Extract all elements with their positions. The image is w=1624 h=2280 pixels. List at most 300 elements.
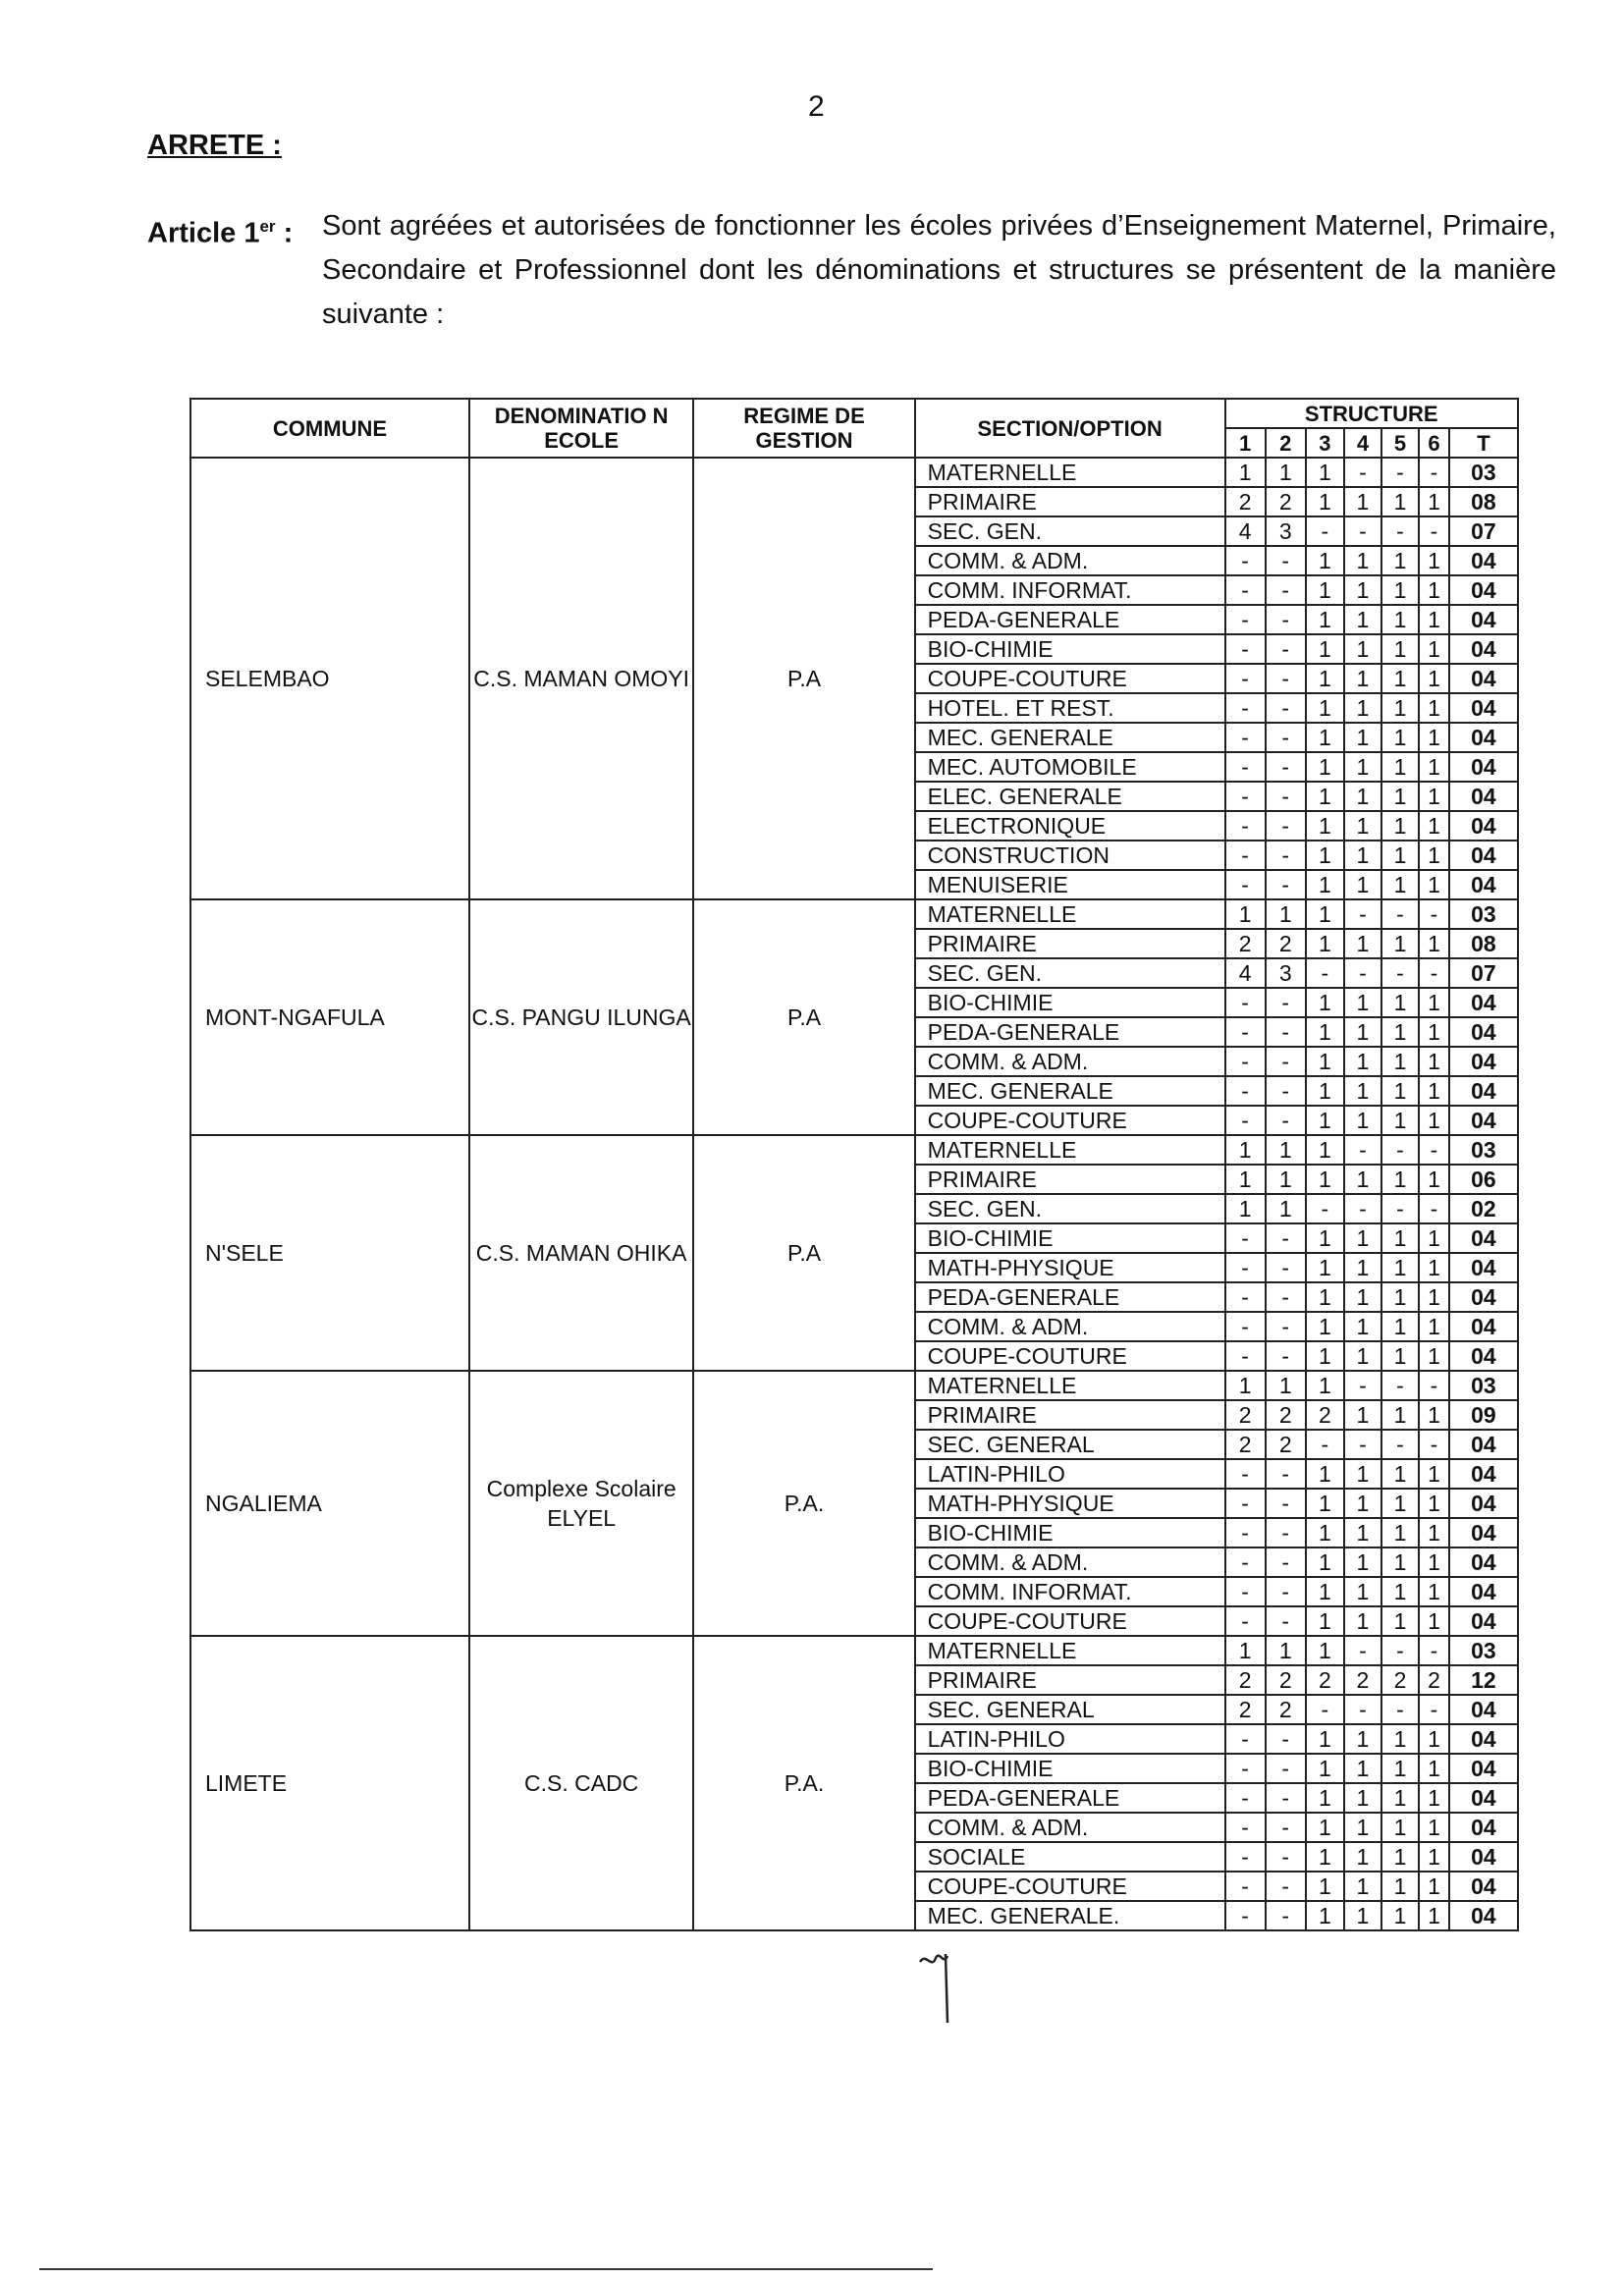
structure-cell: 1 xyxy=(1381,1783,1419,1813)
total-cell: 07 xyxy=(1449,958,1518,988)
structure-cell: 1 xyxy=(1306,1017,1344,1047)
structure-cell: - xyxy=(1225,693,1266,723)
structure-cell: - xyxy=(1266,870,1306,899)
structure-cell: - xyxy=(1344,1371,1381,1400)
structure-cell: 1 xyxy=(1381,1518,1419,1547)
structure-cell: 1 xyxy=(1306,1547,1344,1577)
structure-cell: 1 xyxy=(1344,1724,1381,1754)
structure-cell: - xyxy=(1344,958,1381,988)
structure-cell: 1 xyxy=(1381,811,1419,841)
structure-cell: 1 xyxy=(1266,458,1306,487)
section-cell: SEC. GENERAL xyxy=(915,1695,1225,1724)
structure-cell: 1 xyxy=(1419,634,1449,664)
section-cell: HOTEL. ET REST. xyxy=(915,693,1225,723)
structure-cell: - xyxy=(1266,1459,1306,1489)
section-cell: MATERNELLE xyxy=(915,458,1225,487)
section-cell: MATERNELLE xyxy=(915,899,1225,929)
section-cell: MATH-PHYSIQUE xyxy=(915,1253,1225,1282)
structure-cell: 1 xyxy=(1419,1341,1449,1371)
commune-cell: N'SELE xyxy=(190,1135,469,1371)
total-cell: 04 xyxy=(1449,1253,1518,1282)
structure-cell: 1 xyxy=(1344,870,1381,899)
structure-cell: 1 xyxy=(1419,1459,1449,1489)
table-row xyxy=(190,1371,1518,1400)
total-cell: 04 xyxy=(1449,1842,1518,1872)
structure-cell: 2 xyxy=(1225,1430,1266,1459)
structure-cell: 2 xyxy=(1225,929,1266,958)
section-cell: COUPE-COUTURE xyxy=(915,1872,1225,1901)
structure-cell: 1 xyxy=(1419,1223,1449,1253)
structure-cell: - xyxy=(1344,1135,1381,1165)
footer-rule xyxy=(39,2268,933,2270)
structure-cell: - xyxy=(1225,1842,1266,1872)
structure-cell: 1 xyxy=(1306,752,1344,782)
total-cell: 04 xyxy=(1449,693,1518,723)
header-section: SECTION/OPTION xyxy=(915,399,1225,458)
structure-cell: 1 xyxy=(1419,693,1449,723)
structure-cell: 3 xyxy=(1266,516,1306,546)
commune-cell: LIMETE xyxy=(190,1636,469,1930)
structure-cell: 1 xyxy=(1344,1901,1381,1930)
structure-cell: - xyxy=(1419,1135,1449,1165)
structure-cell: 1 xyxy=(1306,1872,1344,1901)
structure-cell: - xyxy=(1225,1724,1266,1754)
structure-cell: 1 xyxy=(1381,1282,1419,1312)
regime-cell: P.A xyxy=(693,1135,914,1371)
structure-cell: - xyxy=(1266,1076,1306,1106)
structure-cell: - xyxy=(1266,1341,1306,1371)
structure-cell: 1 xyxy=(1344,752,1381,782)
structure-cell: 2 xyxy=(1266,1400,1306,1430)
section-cell: SEC. GEN. xyxy=(915,516,1225,546)
structure-cell: - xyxy=(1266,575,1306,605)
article-1 xyxy=(147,204,1556,337)
structure-cell: 1 xyxy=(1419,1547,1449,1577)
article-label-sup: er xyxy=(259,217,276,236)
structure-cell: - xyxy=(1306,516,1344,546)
regime-cell: P.A xyxy=(693,899,914,1135)
total-cell: 04 xyxy=(1449,546,1518,575)
structure-cell: 1 xyxy=(1344,1341,1381,1371)
structure-cell: 1 xyxy=(1306,693,1344,723)
structure-cell: 1 xyxy=(1225,1165,1266,1194)
structure-cell: 1 xyxy=(1344,634,1381,664)
structure-cell: 1 xyxy=(1306,1459,1344,1489)
section-cell: MATERNELLE xyxy=(915,1135,1225,1165)
structure-cell: 1 xyxy=(1306,1901,1344,1930)
structure-cell: 1 xyxy=(1306,1047,1344,1076)
structure-cell: 2 xyxy=(1266,1695,1306,1724)
structure-cell: 1 xyxy=(1306,929,1344,958)
structure-cell: 1 xyxy=(1306,1842,1344,1872)
section-cell: MEC. GENERALE. xyxy=(915,1901,1225,1930)
structure-cell: 2 xyxy=(1266,1430,1306,1459)
structure-cell: - xyxy=(1266,1724,1306,1754)
structure-cell: 1 xyxy=(1381,782,1419,811)
structure-cell: 1 xyxy=(1306,988,1344,1017)
structure-cell: - xyxy=(1225,1489,1266,1518)
structure-cell: - xyxy=(1306,1430,1344,1459)
structure-cell: 1 xyxy=(1344,1489,1381,1518)
structure-cell: 1 xyxy=(1419,1076,1449,1106)
section-cell: BIO-CHIMIE xyxy=(915,634,1225,664)
denomination-cell: C.S. MAMAN OHIKA xyxy=(469,1135,693,1371)
structure-cell: - xyxy=(1225,988,1266,1017)
regime-cell: P.A. xyxy=(693,1636,914,1930)
structure-cell: - xyxy=(1225,664,1266,693)
structure-cell: - xyxy=(1225,546,1266,575)
table-row xyxy=(190,1135,1518,1165)
article-label-main: Article 1 xyxy=(147,217,260,249)
structure-cell: 1 xyxy=(1344,546,1381,575)
structure-cell: 1 xyxy=(1266,1371,1306,1400)
commune-cell: MONT-NGAFULA xyxy=(190,899,469,1135)
total-cell: 04 xyxy=(1449,752,1518,782)
structure-cell: - xyxy=(1381,1636,1419,1665)
structure-cell: - xyxy=(1225,1901,1266,1930)
structure-cell: 1 xyxy=(1344,1106,1381,1135)
structure-cell: - xyxy=(1266,1253,1306,1282)
table-row xyxy=(190,458,1518,487)
structure-cell: 1 xyxy=(1306,1341,1344,1371)
table-row xyxy=(190,1636,1518,1665)
structure-cell: - xyxy=(1306,1695,1344,1724)
structure-cell: - xyxy=(1381,1135,1419,1165)
total-cell: 04 xyxy=(1449,1223,1518,1253)
structure-cell: 2 xyxy=(1225,1695,1266,1724)
denomination-cell: C.S. MAMAN OMOYI xyxy=(469,458,693,899)
total-cell: 04 xyxy=(1449,988,1518,1017)
structure-cell: 1 xyxy=(1344,1842,1381,1872)
structure-cell: 1 xyxy=(1419,1577,1449,1606)
structure-cell: 1 xyxy=(1306,1724,1344,1754)
structure-cell: 1 xyxy=(1381,988,1419,1017)
section-cell: LATIN-PHILO xyxy=(915,1459,1225,1489)
structure-cell: 2 xyxy=(1225,1665,1266,1695)
denomination-cell: Complexe Scolaire ELYEL xyxy=(469,1371,693,1636)
structure-cell: - xyxy=(1419,458,1449,487)
structure-cell: - xyxy=(1266,605,1306,634)
header-structure: STRUCTURE xyxy=(1225,399,1518,428)
structure-cell: 1 xyxy=(1381,1017,1419,1047)
denomination-cell: C.S. CADC xyxy=(469,1636,693,1930)
structure-cell: 1 xyxy=(1344,841,1381,870)
total-cell: 04 xyxy=(1449,1754,1518,1783)
structure-cell: 1 xyxy=(1306,1165,1344,1194)
structure-cell: 1 xyxy=(1419,752,1449,782)
structure-cell: 1 xyxy=(1419,1813,1449,1842)
structure-cell: 1 xyxy=(1381,605,1419,634)
structure-cell: 1 xyxy=(1344,664,1381,693)
structure-cell: - xyxy=(1225,634,1266,664)
section-cell: PEDA-GENERALE xyxy=(915,1783,1225,1813)
structure-cell: 1 xyxy=(1344,1813,1381,1842)
structure-cell: 1 xyxy=(1381,1400,1419,1430)
section-cell: PEDA-GENERALE xyxy=(915,1282,1225,1312)
total-cell: 04 xyxy=(1449,1783,1518,1813)
structure-cell: 1 xyxy=(1419,1724,1449,1754)
structure-cell: 1 xyxy=(1419,870,1449,899)
structure-cell: - xyxy=(1225,1341,1266,1371)
structure-cell: - xyxy=(1225,1547,1266,1577)
section-cell: BIO-CHIMIE xyxy=(915,1223,1225,1253)
structure-cell: - xyxy=(1266,1842,1306,1872)
structure-cell: 1 xyxy=(1381,1901,1419,1930)
article-label xyxy=(147,204,293,256)
structure-cell: 1 xyxy=(1419,1400,1449,1430)
structure-cell: - xyxy=(1266,546,1306,575)
section-cell: COUPE-COUTURE xyxy=(915,1606,1225,1636)
structure-cell: 1 xyxy=(1381,1459,1419,1489)
structure-cell: - xyxy=(1266,752,1306,782)
structure-cell: 1 xyxy=(1306,1106,1344,1135)
structure-cell: 1 xyxy=(1381,1341,1419,1371)
structure-cell: - xyxy=(1225,723,1266,752)
section-cell: MATERNELLE xyxy=(915,1371,1225,1400)
structure-cell: - xyxy=(1419,1636,1449,1665)
structure-cell: - xyxy=(1266,1754,1306,1783)
structure-cell: - xyxy=(1266,723,1306,752)
commune-cell: NGALIEMA xyxy=(190,1371,469,1636)
structure-cell: 1 xyxy=(1344,1459,1381,1489)
structure-cell: - xyxy=(1266,1901,1306,1930)
structure-cell: - xyxy=(1225,1606,1266,1636)
structure-cell: - xyxy=(1266,1047,1306,1076)
structure-cell: 1 xyxy=(1344,1223,1381,1253)
structure-cell: - xyxy=(1266,988,1306,1017)
structure-cell: 1 xyxy=(1225,1636,1266,1665)
structure-cell: 1 xyxy=(1381,634,1419,664)
structure-cell: 1 xyxy=(1419,723,1449,752)
structure-cell: - xyxy=(1266,811,1306,841)
structure-cell: 1 xyxy=(1225,1371,1266,1400)
structure-cell: - xyxy=(1266,841,1306,870)
structure-cell: 1 xyxy=(1344,723,1381,752)
structure-cell: - xyxy=(1225,1518,1266,1547)
commune-cell: SELEMBAO xyxy=(190,458,469,899)
structure-cell: 1 xyxy=(1344,1400,1381,1430)
structure-cell: 1 xyxy=(1419,1253,1449,1282)
structure-cell: - xyxy=(1344,458,1381,487)
structure-cell: 1 xyxy=(1344,1577,1381,1606)
total-cell: 04 xyxy=(1449,841,1518,870)
section-cell: COMM. INFORMAT. xyxy=(915,575,1225,605)
structure-cell: - xyxy=(1266,634,1306,664)
structure-cell: 1 xyxy=(1381,1872,1419,1901)
structure-cell: - xyxy=(1266,1282,1306,1312)
structure-cell: 1 xyxy=(1344,1872,1381,1901)
section-cell: PEDA-GENERALE xyxy=(915,605,1225,634)
structure-cell: - xyxy=(1419,1430,1449,1459)
structure-cell: 2 xyxy=(1306,1665,1344,1695)
structure-cell: 1 xyxy=(1419,1282,1449,1312)
structure-cell: 1 xyxy=(1306,664,1344,693)
total-cell: 04 xyxy=(1449,664,1518,693)
structure-cell: - xyxy=(1266,693,1306,723)
structure-cell: - xyxy=(1225,1459,1266,1489)
structure-cell: 1 xyxy=(1306,870,1344,899)
structure-cell: 1 xyxy=(1344,1017,1381,1047)
structure-cell: - xyxy=(1225,1076,1266,1106)
header-structure-col: 3 xyxy=(1306,428,1344,458)
section-cell: SEC. GENERAL xyxy=(915,1430,1225,1459)
structure-cell: - xyxy=(1266,1547,1306,1577)
structure-cell: 1 xyxy=(1306,1223,1344,1253)
structure-cell: 1 xyxy=(1419,1783,1449,1813)
total-cell: 03 xyxy=(1449,1135,1518,1165)
structure-cell: 1 xyxy=(1381,546,1419,575)
structure-cell: - xyxy=(1381,1371,1419,1400)
structure-cell: 1 xyxy=(1381,841,1419,870)
structure-cell: 1 xyxy=(1344,1047,1381,1076)
structure-cell: - xyxy=(1266,1783,1306,1813)
total-cell: 03 xyxy=(1449,458,1518,487)
total-cell: 04 xyxy=(1449,1724,1518,1754)
structure-cell: 1 xyxy=(1344,1547,1381,1577)
section-cell: COUPE-COUTURE xyxy=(915,664,1225,693)
structure-cell: 1 xyxy=(1419,575,1449,605)
structure-cell: - xyxy=(1419,516,1449,546)
total-cell: 04 xyxy=(1449,811,1518,841)
structure-cell: - xyxy=(1306,958,1344,988)
section-cell: COMM. & ADM. xyxy=(915,1813,1225,1842)
structure-cell: - xyxy=(1225,1253,1266,1282)
total-cell: 08 xyxy=(1449,929,1518,958)
section-cell: ELECTRONIQUE xyxy=(915,811,1225,841)
total-cell: 04 xyxy=(1449,1577,1518,1606)
structure-cell: 1 xyxy=(1419,487,1449,516)
structure-cell: 1 xyxy=(1381,1047,1419,1076)
section-cell: CONSTRUCTION xyxy=(915,841,1225,870)
structure-cell: 1 xyxy=(1381,1489,1419,1518)
structure-cell: 1 xyxy=(1306,458,1344,487)
structure-cell: 1 xyxy=(1381,1106,1419,1135)
structure-cell: 2 xyxy=(1266,929,1306,958)
structure-cell: 1 xyxy=(1344,1165,1381,1194)
structure-cell: 1 xyxy=(1306,575,1344,605)
structure-cell: - xyxy=(1225,1106,1266,1135)
structure-cell: - xyxy=(1225,870,1266,899)
structure-cell: 1 xyxy=(1381,1577,1419,1606)
structure-cell: - xyxy=(1266,1606,1306,1636)
total-cell: 04 xyxy=(1449,634,1518,664)
structure-cell: 1 xyxy=(1266,1194,1306,1223)
total-cell: 04 xyxy=(1449,575,1518,605)
structure-cell: 2 xyxy=(1225,487,1266,516)
total-cell: 04 xyxy=(1449,1872,1518,1901)
structure-cell: - xyxy=(1225,605,1266,634)
total-cell: 04 xyxy=(1449,782,1518,811)
total-cell: 03 xyxy=(1449,899,1518,929)
structure-cell: 2 xyxy=(1419,1665,1449,1695)
structure-cell: 1 xyxy=(1306,1312,1344,1341)
structure-cell: - xyxy=(1419,1194,1449,1223)
structure-cell: - xyxy=(1344,1194,1381,1223)
structure-cell: - xyxy=(1344,1695,1381,1724)
structure-cell: 1 xyxy=(1381,929,1419,958)
structure-cell: 1 xyxy=(1306,1577,1344,1606)
section-cell: COMM. INFORMAT. xyxy=(915,1577,1225,1606)
total-cell: 04 xyxy=(1449,723,1518,752)
structure-cell: 1 xyxy=(1344,929,1381,958)
table-row xyxy=(190,899,1518,929)
section-cell: LATIN-PHILO xyxy=(915,1724,1225,1754)
structure-cell: 1 xyxy=(1306,723,1344,752)
section-cell: PEDA-GENERALE xyxy=(915,1017,1225,1047)
structure-cell: 1 xyxy=(1381,693,1419,723)
total-cell: 04 xyxy=(1449,1901,1518,1930)
structure-cell: 1 xyxy=(1344,782,1381,811)
structure-cell: 1 xyxy=(1344,575,1381,605)
section-cell: COUPE-COUTURE xyxy=(915,1106,1225,1135)
total-cell: 08 xyxy=(1449,487,1518,516)
structure-cell: 1 xyxy=(1225,1135,1266,1165)
signature-mark xyxy=(918,1944,977,2033)
total-cell: 04 xyxy=(1449,1341,1518,1371)
structure-cell: 1 xyxy=(1344,1606,1381,1636)
section-cell: COUPE-COUTURE xyxy=(915,1341,1225,1371)
total-cell: 04 xyxy=(1449,1547,1518,1577)
structure-cell: 1 xyxy=(1381,487,1419,516)
section-cell: COMM. & ADM. xyxy=(915,1547,1225,1577)
structure-cell: - xyxy=(1266,1872,1306,1901)
structure-cell: 1 xyxy=(1306,634,1344,664)
total-cell: 04 xyxy=(1449,1430,1518,1459)
section-cell: MEC. AUTOMOBILE xyxy=(915,752,1225,782)
structure-cell: 1 xyxy=(1419,1754,1449,1783)
structure-cell: - xyxy=(1306,1194,1344,1223)
structure-cell: - xyxy=(1266,1489,1306,1518)
structure-cell: 1 xyxy=(1344,1783,1381,1813)
section-cell: BIO-CHIMIE xyxy=(915,1754,1225,1783)
structure-cell: - xyxy=(1266,1106,1306,1135)
structure-cell: 1 xyxy=(1381,1813,1419,1842)
structure-cell: - xyxy=(1225,1754,1266,1783)
header-structure-col: 1 xyxy=(1225,428,1266,458)
structure-cell: 4 xyxy=(1225,958,1266,988)
header-structure-col: T xyxy=(1449,428,1518,458)
structure-cell: 1 xyxy=(1419,1017,1449,1047)
structure-cell: - xyxy=(1225,1577,1266,1606)
structure-cell: 1 xyxy=(1419,988,1449,1017)
structure-cell: 1 xyxy=(1381,1754,1419,1783)
structure-cell: 1 xyxy=(1306,1076,1344,1106)
structure-cell: - xyxy=(1225,1872,1266,1901)
section-cell: MATH-PHYSIQUE xyxy=(915,1489,1225,1518)
structure-cell: 1 xyxy=(1344,1282,1381,1312)
structure-cell: - xyxy=(1344,516,1381,546)
structure-cell: - xyxy=(1344,1430,1381,1459)
total-cell: 04 xyxy=(1449,1047,1518,1076)
structure-cell: - xyxy=(1225,1047,1266,1076)
total-cell: 04 xyxy=(1449,1459,1518,1489)
structure-cell: - xyxy=(1225,782,1266,811)
structure-cell: 1 xyxy=(1306,841,1344,870)
structure-cell: 2 xyxy=(1306,1400,1344,1430)
header-regime: REGIME DE GESTION xyxy=(693,399,914,458)
total-cell: 04 xyxy=(1449,1813,1518,1842)
section-cell: MATERNELLE xyxy=(915,1636,1225,1665)
total-cell: 06 xyxy=(1449,1165,1518,1194)
structure-cell: 1 xyxy=(1381,1253,1419,1282)
structure-cell: - xyxy=(1419,1695,1449,1724)
section-cell: MEC. GENERALE xyxy=(915,1076,1225,1106)
structure-cell: - xyxy=(1266,1813,1306,1842)
structure-cell: - xyxy=(1225,752,1266,782)
structure-cell: 1 xyxy=(1381,1312,1419,1341)
structure-cell: - xyxy=(1381,1695,1419,1724)
structure-cell: - xyxy=(1419,958,1449,988)
